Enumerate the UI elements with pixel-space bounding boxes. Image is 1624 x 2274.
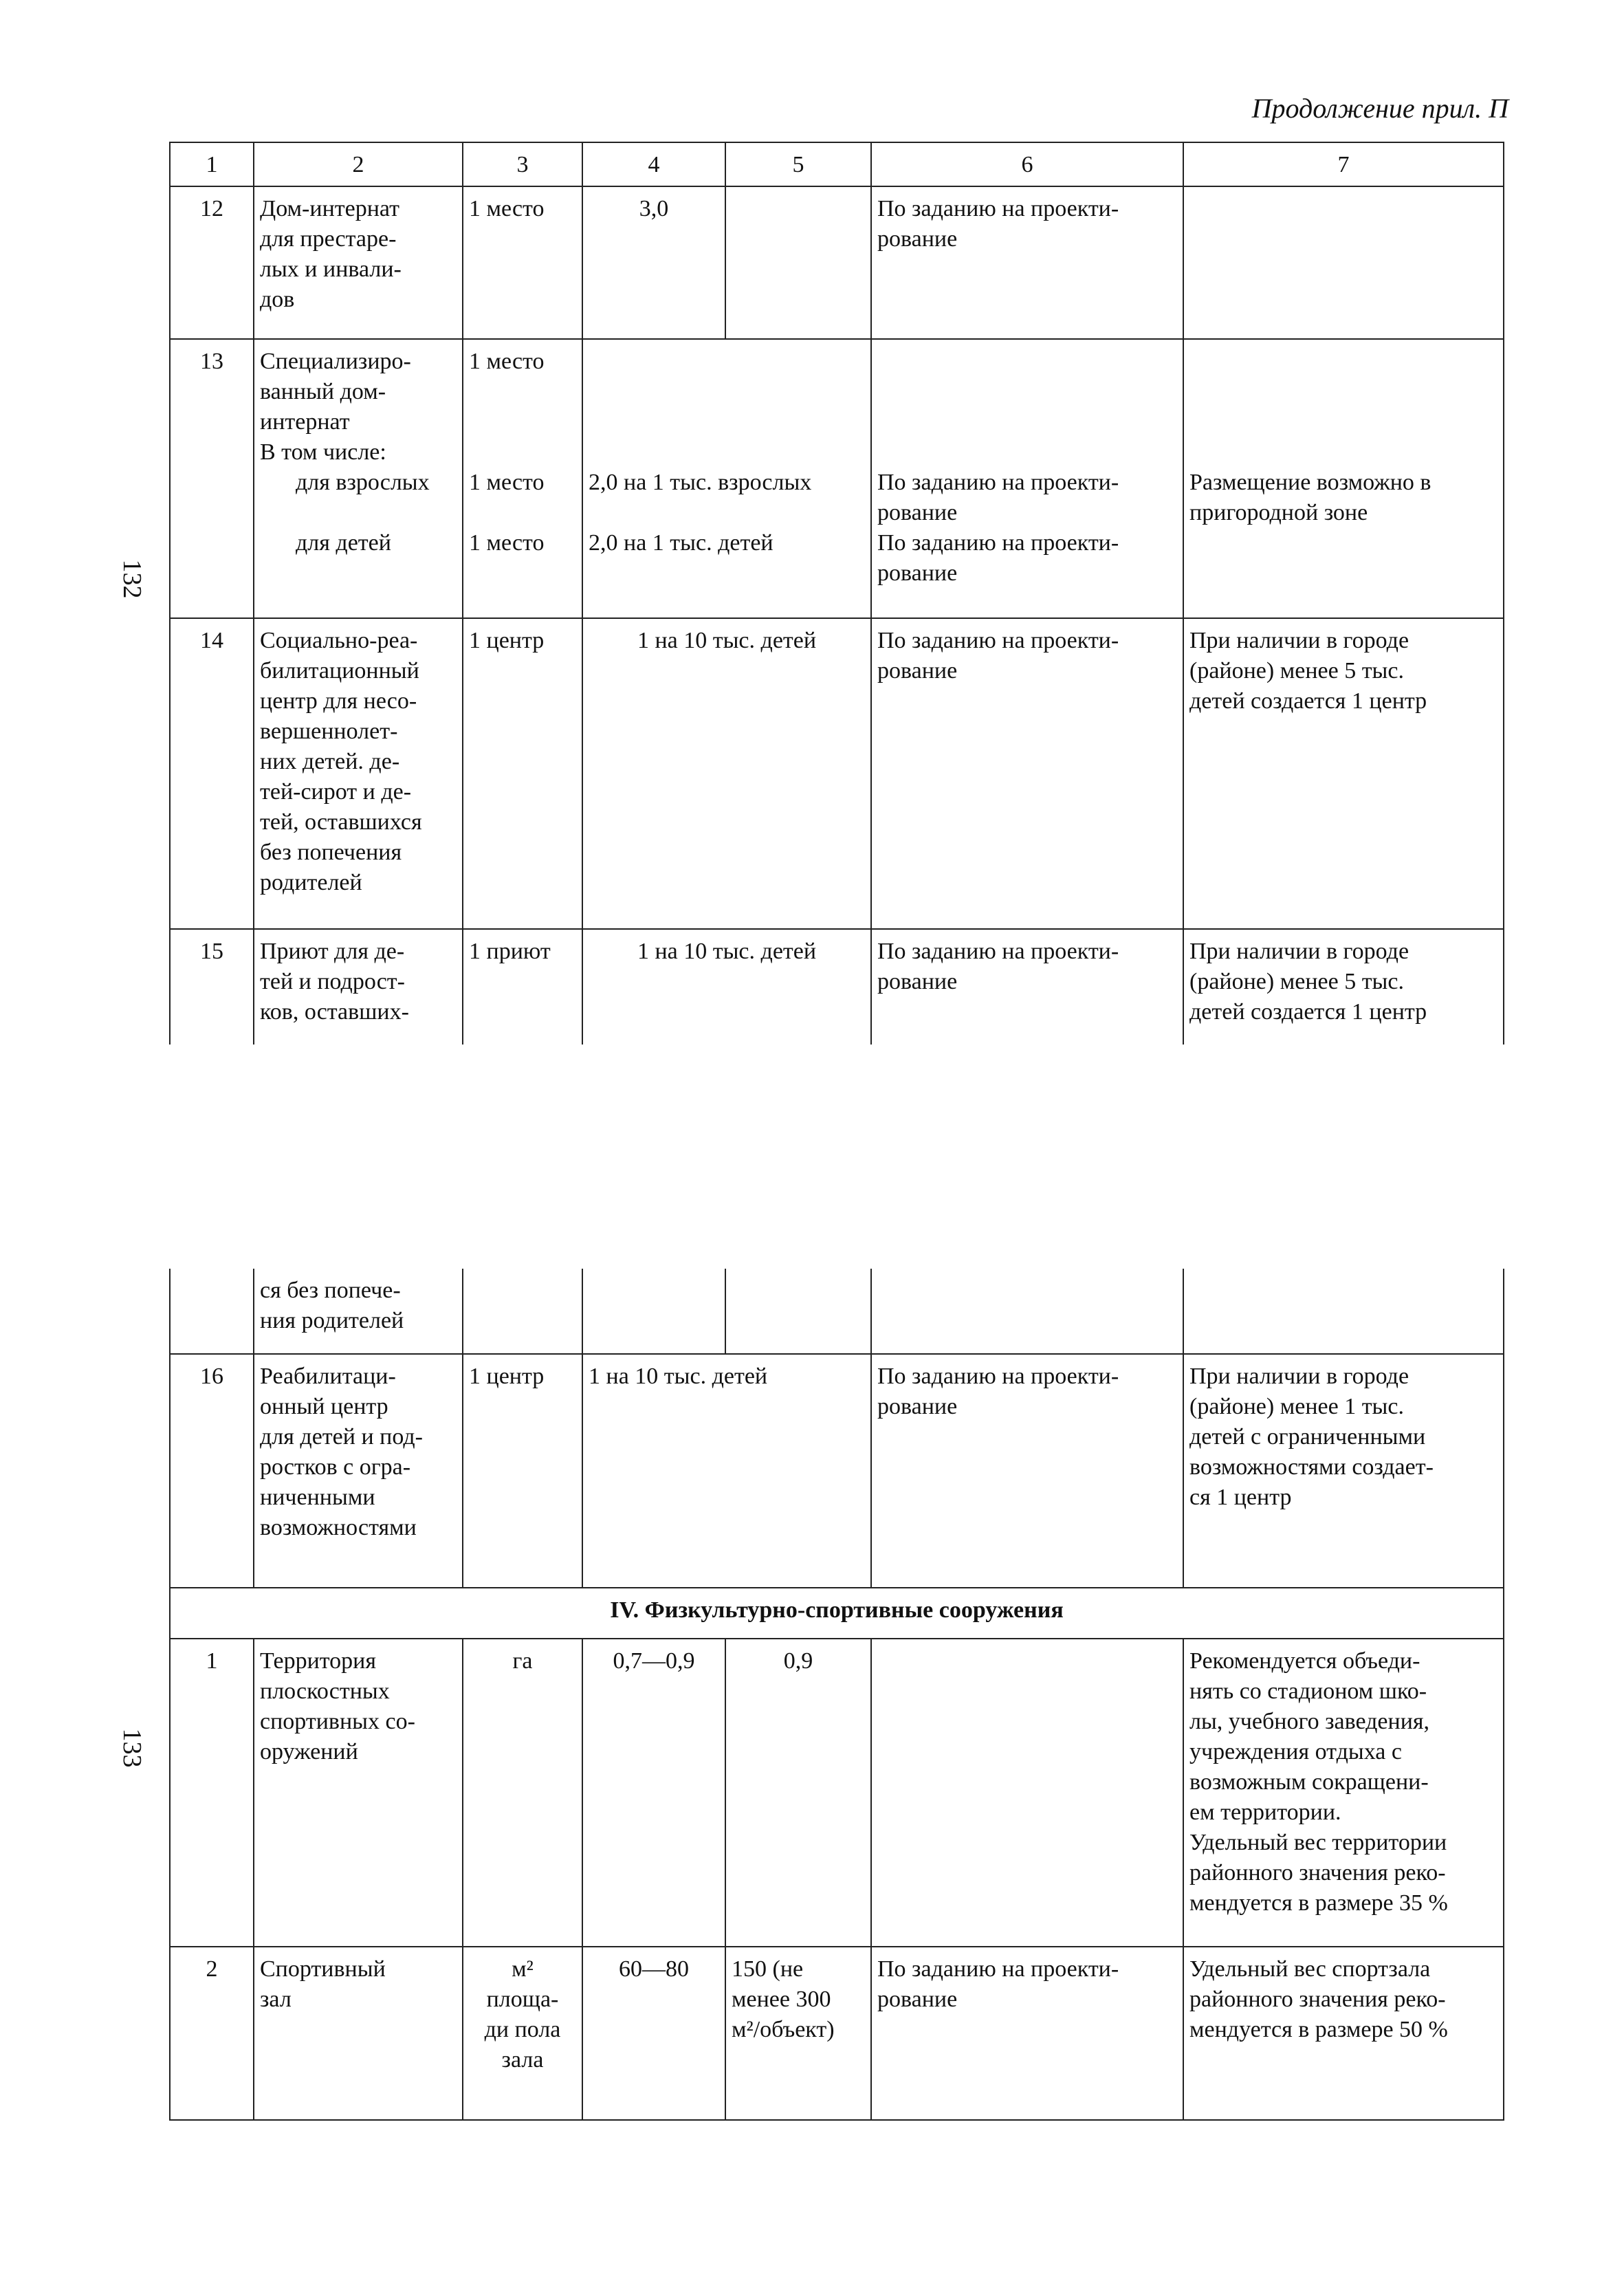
table-row [170,1639,1504,1947]
land-size-note: По заданию на проекти- рование [871,186,1183,339]
table-row [170,186,1504,339]
table-row [170,339,1504,618]
facility-name: Специализиро- ванный дом- интернат В том числе: для взрослых для детей [254,339,463,618]
unit [463,1269,582,1354]
facility-name: Спортивный зал [254,1947,463,2120]
land-size-note: По заданию на проекти- рование По заданию на проекти- рование [871,339,1183,618]
column-header: 7 [1183,142,1504,186]
facility-name: ся без попече- ния родителей [254,1269,463,1354]
norm-value: 1 на 10 тыс. детей [582,1354,871,1588]
facility-name: Социально-реа- билитационный центр для несо- вершеннолет- них детей. де- тей-сирот и де- тей, оставшихся без попечения родителей [254,618,463,929]
remark [1183,1269,1504,1354]
row-number: 13 [170,339,254,618]
norm-value [582,1269,725,1354]
unit: 1 место 1 место 1 место [463,339,582,618]
norm-value-col5 [725,1269,871,1354]
norm-value: 60—80 [582,1947,725,2120]
norms-table-part1 [169,142,1504,1045]
column-header: 6 [871,142,1183,186]
row-number: 12 [170,186,254,339]
table-row-continuation [170,1269,1504,1354]
row-number: 16 [170,1354,254,1588]
land-size-note [871,1269,1183,1354]
table-row [170,1947,1504,2120]
facility-name: Приют для де- тей и подрост- ков, оставших- [254,929,463,1045]
norm-value: 1 на 10 тыс. детей [582,929,871,1045]
unit: 1 место [463,186,582,339]
column-header: 3 [463,142,582,186]
continuation-note: Продолжение прил. П [1251,93,1508,124]
table-row [170,618,1504,929]
remark: Рекомендуется объеди- нять со стадионом шко- лы, учебного заведения, учреждения отдыха с возможным сокращени- ем территории. Удельный вес территории районного значения реко- мендуется в размере 35 % [1183,1639,1504,1947]
facility-name: Дом-интернат для престаре- лых и инвали- дов [254,186,463,339]
page-number-133: 133 [118,1728,146,1768]
facility-name: Территория плоскостных спортивных со- оружений [254,1639,463,1947]
remark: Удельный вес спортзала районного значения реко- мендуется в размере 50 % [1183,1947,1504,2120]
column-header: 1 [170,142,254,186]
row-number [170,1269,254,1354]
norm-value: 3,0 [582,186,725,339]
norm-value: 1 на 10 тыс. детей [582,618,871,929]
section-row [170,1588,1504,1639]
unit: 1 центр [463,618,582,929]
row-number: 14 [170,618,254,929]
unit: 1 центр [463,1354,582,1588]
norm-value-col5 [725,186,871,339]
section-title: IV. Физкультурно-спортивные сооружения [170,1588,1504,1639]
norm-value-col5: 0,9 [725,1639,871,1947]
land-size-note: По заданию на проекти- рование [871,929,1183,1045]
unit: га [463,1639,582,1947]
land-size-note: По заданию на проекти- рование [871,1354,1183,1588]
remark: При наличии в городе (районе) менее 5 тыс. детей создается 1 центр [1183,929,1504,1045]
column-header: 4 [582,142,725,186]
unit: 1 приют [463,929,582,1045]
subtype-adults: для взрослых [296,470,430,495]
column-header-row [170,142,1504,186]
column-header: 2 [254,142,463,186]
land-size-note: По заданию на проекти- рование [871,1947,1183,2120]
row-number: 2 [170,1947,254,2120]
norm-value-col5: 150 (не менее 300 м²/объект) [725,1947,871,2120]
norm-value: 0,7—0,9 [582,1639,725,1947]
table-row [170,929,1504,1045]
page-number-132: 132 [118,559,146,599]
land-size-note [871,1639,1183,1947]
table-row [170,1354,1504,1588]
norms-table-part2 [169,1269,1504,2121]
unit: м² площа- ди пола зала [463,1947,582,2120]
facility-name: Реабилитаци- онный центр для детей и под- ростков с огра- ниченными возможностями [254,1354,463,1588]
land-size-note: По заданию на проекти- рование [871,618,1183,929]
remark: Размещение возможно в пригородной зоне [1183,339,1504,618]
remark: При наличии в городе (районе) менее 1 тыс. детей с ограниченными возможностями создает- ся 1 центр [1183,1354,1504,1588]
norm-value: 2,0 на 1 тыс. взрослых 2,0 на 1 тыс. детей [582,339,871,618]
row-number: 15 [170,929,254,1045]
row-number: 1 [170,1639,254,1947]
remark: При наличии в городе (районе) менее 5 тыс. детей создается 1 центр [1183,618,1504,929]
remark [1183,186,1504,339]
column-header: 5 [725,142,871,186]
subtype-children: для детей [296,530,391,556]
